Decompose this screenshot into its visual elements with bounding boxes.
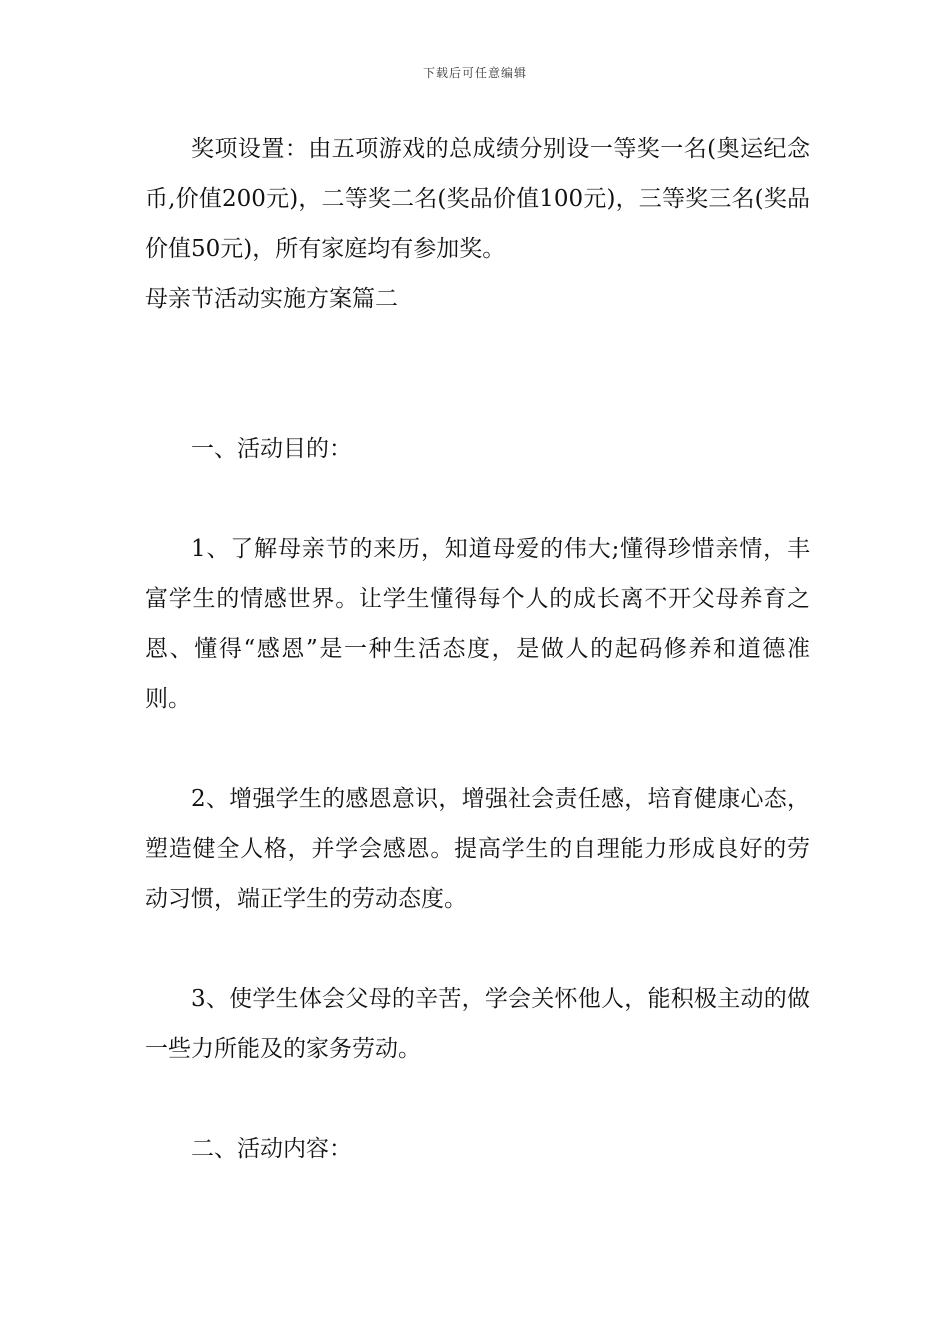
goal-paragraph-2: 2、增强学生的感恩意识，增强社会责任感，培育健康心态，塑造健全人格，并学会感恩。提高学生的自理能力形成良好的劳动习惯，端正学生的劳动态度。 xyxy=(145,786,810,912)
goal-paragraph-3: 3、使学生体会父母的辛苦，学会关怀他人，能积极主动的做一些力所能及的家务劳动。 xyxy=(145,986,810,1062)
heading-activity-purpose: 一、活动目的： xyxy=(191,436,352,462)
goal-paragraph-1: 1、了解母亲节的来历，知道母爱的伟大;懂得珍惜亲情，丰富学生的情感世界。让学生懂得每个人的成长离不开父母养育之恩、懂得“感恩”是一种生活态度，是做人的起码修养和道德准则。 xyxy=(145,536,810,712)
spacer xyxy=(145,924,810,974)
spacer xyxy=(145,1074,810,1124)
spacer xyxy=(145,324,810,424)
spacer xyxy=(145,724,810,774)
page-header: 下载后可任意编辑 xyxy=(422,66,527,80)
spacer xyxy=(145,474,810,524)
award-paragraph: 奖项设置：由五项游戏的总成绩分别设一等奖一名(奥运纪念币,价值200元)，二等奖二名(奖品价值100元)，三等奖三名(奖品价值50元)，所有家庭均有参加奖。 xyxy=(145,136,810,262)
document-body xyxy=(145,124,810,1174)
section-title: 母亲节活动实施方案篇二 xyxy=(145,286,398,312)
heading-activity-content: 二、活动内容： xyxy=(191,1136,352,1162)
